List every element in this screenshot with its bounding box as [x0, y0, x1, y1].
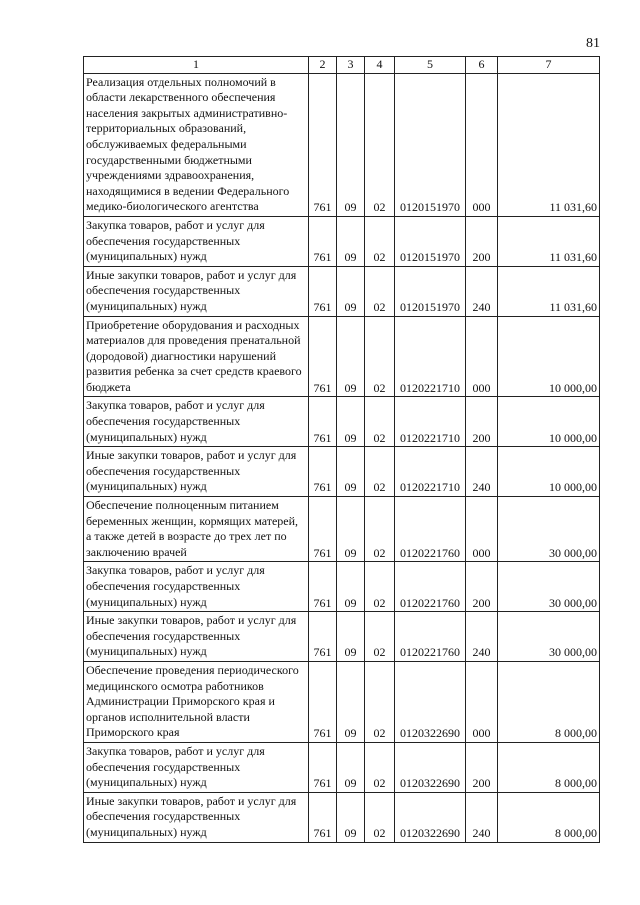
subsection-code: 02: [365, 612, 395, 662]
section-code: 09: [337, 562, 365, 612]
section-code: 09: [337, 266, 365, 316]
expense-name: Закупка товаров, работ и услуг для обеспечения государственных (муниципальных) нужд: [84, 397, 309, 447]
table-row: [84, 447, 600, 497]
table-row: [84, 661, 600, 742]
sum-amount: 30 000,00: [498, 562, 600, 612]
subsection-code: 02: [365, 216, 395, 266]
expense-name: Реализация отдельных полномочий в области лекарственного обеспечения населения закрытых административно-территориальных образований, обслуживаемых федеральными государственными бюджетными учреждениями здравоохранения, находящимися в ведении Федерального медико-биологического агентства: [84, 73, 309, 216]
expense-name: Обеспечение полноценным питанием беременных женщин, кормящих матерей, а также детей в возрасте до трех лет по заключению врачей: [84, 497, 309, 562]
expense-type-code: 200: [466, 397, 498, 447]
sum-amount: 30 000,00: [498, 497, 600, 562]
ministry-code: 761: [309, 216, 337, 266]
subsection-code: 02: [365, 447, 395, 497]
section-code: 09: [337, 612, 365, 662]
expense-type-code: 240: [466, 612, 498, 662]
section-code: 09: [337, 316, 365, 397]
column-number: 2: [309, 57, 337, 74]
table-row: [84, 497, 600, 562]
target-article-code: 0120322690: [395, 792, 466, 842]
column-number: 5: [395, 57, 466, 74]
target-article-code: 0120322690: [395, 742, 466, 792]
sum-amount: 11 031,60: [498, 266, 600, 316]
expense-type-code: 200: [466, 742, 498, 792]
subsection-code: 02: [365, 73, 395, 216]
target-article-code: 0120322690: [395, 661, 466, 742]
expense-type-code: 000: [466, 73, 498, 216]
ministry-code: 761: [309, 397, 337, 447]
section-code: 09: [337, 742, 365, 792]
target-article-code: 0120151970: [395, 216, 466, 266]
table-row: [84, 266, 600, 316]
expense-name: Иные закупки товаров, работ и услуг для обеспечения государственных (муниципальных) нужд: [84, 792, 309, 842]
ministry-code: 761: [309, 266, 337, 316]
ministry-code: 761: [309, 792, 337, 842]
expense-type-code: 200: [466, 562, 498, 612]
section-code: 09: [337, 661, 365, 742]
target-article-code: 0120151970: [395, 73, 466, 216]
ministry-code: 761: [309, 742, 337, 792]
page-number: 81: [586, 36, 600, 51]
expense-type-code: 240: [466, 447, 498, 497]
column-number: 6: [466, 57, 498, 74]
sum-amount: 8 000,00: [498, 742, 600, 792]
ministry-code: 761: [309, 497, 337, 562]
table-row: [84, 397, 600, 447]
target-article-code: 0120221710: [395, 447, 466, 497]
column-number: 3: [337, 57, 365, 74]
expense-name: Закупка товаров, работ и услуг для обеспечения государственных (муниципальных) нужд: [84, 216, 309, 266]
table-row: [84, 216, 600, 266]
expense-name: Закупка товаров, работ и услуг для обеспечения государственных (муниципальных) нужд: [84, 742, 309, 792]
section-code: 09: [337, 73, 365, 216]
subsection-code: 02: [365, 266, 395, 316]
budget-table: [83, 56, 600, 843]
sum-amount: 10 000,00: [498, 447, 600, 497]
expense-name: Закупка товаров, работ и услуг для обеспечения государственных (муниципальных) нужд: [84, 562, 309, 612]
ministry-code: 761: [309, 447, 337, 497]
sum-amount: 30 000,00: [498, 612, 600, 662]
column-number-row: [84, 57, 600, 74]
target-article-code: 0120151970: [395, 266, 466, 316]
table-row: [84, 792, 600, 842]
table-row: [84, 73, 600, 216]
column-number: 1: [84, 57, 309, 74]
expense-name: Приобретение оборудования и расходных материалов для проведения пренатальной (дородовой) диагностики нарушений развития ребенка за счет средств краевого бюджета: [84, 316, 309, 397]
expense-type-code: 000: [466, 316, 498, 397]
expense-name: Иные закупки товаров, работ и услуг для обеспечения государственных (муниципальных) нужд: [84, 612, 309, 662]
section-code: 09: [337, 792, 365, 842]
table-row: [84, 612, 600, 662]
expense-name: Иные закупки товаров, работ и услуг для обеспечения государственных (муниципальных) нужд: [84, 266, 309, 316]
subsection-code: 02: [365, 562, 395, 612]
sum-amount: 10 000,00: [498, 397, 600, 447]
target-article-code: 0120221760: [395, 612, 466, 662]
ministry-code: 761: [309, 316, 337, 397]
table-row: [84, 316, 600, 397]
table-row: [84, 742, 600, 792]
sum-amount: 8 000,00: [498, 661, 600, 742]
subsection-code: 02: [365, 742, 395, 792]
section-code: 09: [337, 497, 365, 562]
table-body: [84, 73, 600, 842]
expense-type-code: 000: [466, 497, 498, 562]
subsection-code: 02: [365, 497, 395, 562]
expense-name: Иные закупки товаров, работ и услуг для обеспечения государственных (муниципальных) нужд: [84, 447, 309, 497]
expense-type-code: 240: [466, 792, 498, 842]
expense-name: Обеспечение проведения периодического медицинского осмотра работников Администрации Приморского края и органов исполнительной власти Приморского края: [84, 661, 309, 742]
sum-amount: 11 031,60: [498, 216, 600, 266]
ministry-code: 761: [309, 612, 337, 662]
section-code: 09: [337, 216, 365, 266]
expense-type-code: 000: [466, 661, 498, 742]
ministry-code: 761: [309, 73, 337, 216]
subsection-code: 02: [365, 397, 395, 447]
subsection-code: 02: [365, 661, 395, 742]
table-row: [84, 562, 600, 612]
ministry-code: 761: [309, 661, 337, 742]
target-article-code: 0120221760: [395, 497, 466, 562]
section-code: 09: [337, 447, 365, 497]
target-article-code: 0120221710: [395, 397, 466, 447]
subsection-code: 02: [365, 792, 395, 842]
column-number: 7: [498, 57, 600, 74]
sum-amount: 11 031,60: [498, 73, 600, 216]
column-number: 4: [365, 57, 395, 74]
subsection-code: 02: [365, 316, 395, 397]
section-code: 09: [337, 397, 365, 447]
expense-type-code: 240: [466, 266, 498, 316]
sum-amount: 8 000,00: [498, 792, 600, 842]
ministry-code: 761: [309, 562, 337, 612]
sum-amount: 10 000,00: [498, 316, 600, 397]
expense-type-code: 200: [466, 216, 498, 266]
target-article-code: 0120221710: [395, 316, 466, 397]
target-article-code: 0120221760: [395, 562, 466, 612]
